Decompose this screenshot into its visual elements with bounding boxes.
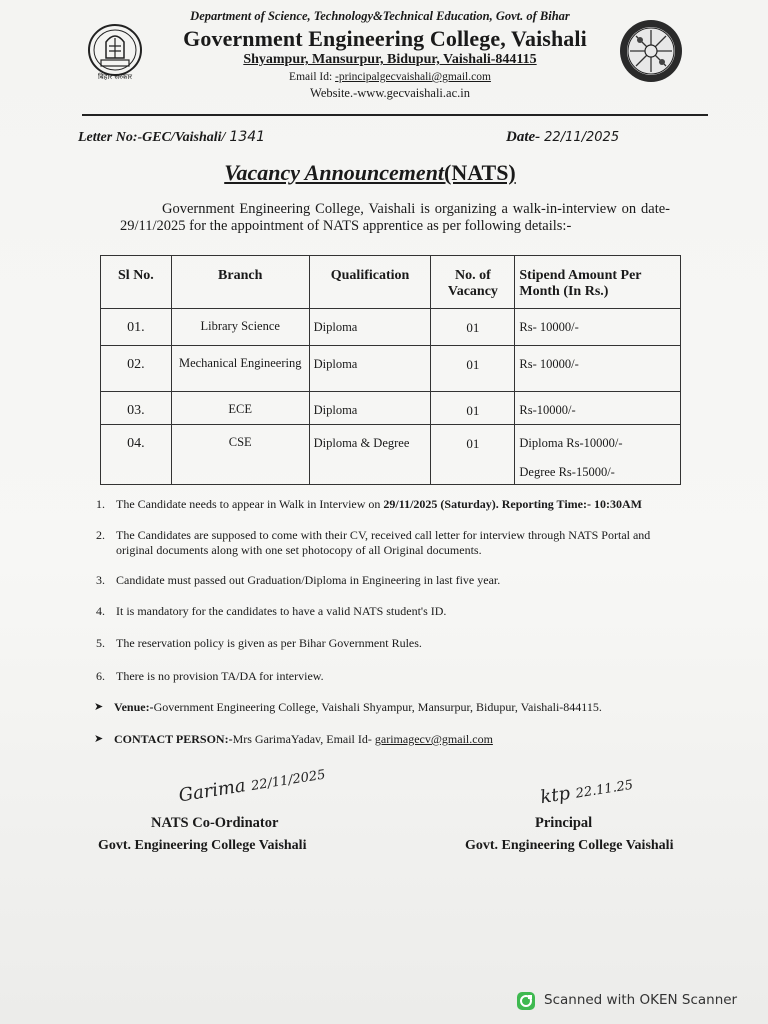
- cell-qualification: Diploma: [309, 346, 431, 392]
- department-line: Department of Science, Technology&Technical Education, Govt. of Bihar: [190, 9, 570, 23]
- left-signatory-title: NATS Co-Ordinator: [151, 815, 279, 831]
- letter-date-value: 22/11/2025: [544, 130, 620, 145]
- venue-line: [94, 700, 694, 715]
- condition-text-main: The Candidate needs to appear in Walk in Interview on: [116, 497, 384, 511]
- scanner-watermark: [516, 990, 766, 1012]
- venue-value: Government Engineering College, Vaishali Shyampur, Mansurpur, Bidupur, Vaishali-844115.: [153, 700, 602, 714]
- cell-sl: 02.: [101, 346, 172, 392]
- cell-vacancy: 01: [431, 425, 515, 485]
- table-row: [101, 425, 681, 485]
- announcement-title-main: Vacancy Announcement: [224, 160, 445, 185]
- scanner-logo-icon: [516, 991, 536, 1011]
- header-stipend: Stipend Amount Per Month (In Rs.): [515, 256, 681, 309]
- condition-text: It is mandatory for the candidates to have a valid NATS student's ID.: [116, 604, 447, 618]
- right-signatory-org: Govt. Engineering College Vaishali: [465, 838, 674, 853]
- cell-qualification: Diploma: [309, 392, 431, 425]
- cell-qualification: Diploma & Degree: [309, 425, 431, 485]
- condition-text: Candidate must passed out Graduation/Diploma in Engineering in last five year.: [116, 573, 501, 587]
- announcement-title-suffix: (NATS): [444, 160, 516, 185]
- letter-number-label: Letter No:-GEC/Vaishali/: [78, 130, 226, 145]
- arrow-bullet-icon: ➤: [94, 700, 104, 713]
- contact-label: CONTACT PERSON:-: [114, 732, 233, 746]
- cell-vacancy: 01: [431, 392, 515, 425]
- header-branch: Branch: [171, 256, 309, 309]
- announcement-title: [190, 160, 550, 186]
- left-signatory-org: Govt. Engineering College Vaishali: [98, 838, 307, 853]
- left-signature-name: Garima: [177, 775, 248, 807]
- condition-number: 6.: [96, 669, 105, 683]
- letter-date-label: Date-: [506, 129, 541, 145]
- cell-stipend: Rs- 10000/-: [515, 346, 681, 392]
- cell-sl: 01.: [101, 309, 172, 346]
- table-row: [101, 392, 681, 425]
- condition-number: 3.: [96, 573, 105, 587]
- college-name: Government Engineering College, Vaishali: [183, 26, 587, 51]
- emblem-caption: बिहार सरकार: [97, 73, 133, 81]
- cell-qualification: Diploma: [309, 309, 431, 346]
- scanner-text: Scanned with OKEN Scanner: [544, 992, 738, 1008]
- website-line: Website.-www.gecvaishali.ac.in: [310, 86, 470, 100]
- cell-branch: Mechanical Engineering: [171, 346, 309, 392]
- cell-vacancy: 01: [431, 309, 515, 346]
- header-vacancy: No. of Vacancy: [431, 256, 515, 309]
- cell-branch: ECE: [171, 392, 309, 425]
- letter-number-value: 1341: [229, 129, 266, 145]
- right-signature-date: 22.11.25: [574, 777, 635, 802]
- cell-stipend: Rs-10000/-: [515, 392, 681, 425]
- venue-text: [114, 700, 694, 715]
- condition-item: [96, 669, 686, 684]
- email-line: [190, 71, 590, 83]
- header-sl-no: Sl No.: [101, 256, 172, 309]
- header-qualification: Qualification: [309, 256, 431, 309]
- cell-branch: Library Science: [171, 309, 309, 346]
- left-signature: [177, 763, 326, 807]
- condition-number: 4.: [96, 604, 105, 618]
- letter-number: [78, 129, 265, 146]
- arrow-bullet-icon: ➤: [94, 732, 104, 745]
- email-value: -principalgecvaishali@gmail.com: [335, 71, 491, 83]
- condition-item: [96, 604, 686, 619]
- condition-text: The Candidates are supposed to come with their CV, received call letter for interview through NATS Portal and original documents along with one set photocopy of all Original documents.: [116, 528, 651, 557]
- condition-text: There is no provision TA/DA for interview.: [116, 669, 324, 683]
- cell-vacancy: 01: [431, 346, 515, 392]
- left-signature-date: 22/11/2025: [250, 767, 327, 795]
- condition-text-bold: 29/11/2025 (Saturday). Reporting Time:- 10:30AM: [383, 497, 642, 511]
- condition-text: [116, 497, 686, 512]
- stipend-degree: Degree Rs-15000/-: [519, 465, 615, 479]
- condition-text: The reservation policy is given as per Bihar Government Rules.: [116, 636, 422, 650]
- cell-sl: 04.: [101, 425, 172, 485]
- condition-number: 5.: [96, 636, 105, 650]
- cell-stipend: Rs- 10000/-: [515, 309, 681, 346]
- table-row: [101, 309, 681, 346]
- cell-branch: CSE: [171, 425, 309, 485]
- table-row: [101, 346, 681, 392]
- condition-item: [96, 497, 686, 512]
- condition-item: [96, 573, 686, 588]
- college-seal-icon: [618, 18, 684, 84]
- condition-number: 2.: [96, 528, 105, 542]
- letter-date: [506, 129, 619, 146]
- condition-item: [96, 528, 686, 558]
- vacancy-table: [100, 255, 681, 485]
- contact-email: garimagecv@gmail.com: [374, 732, 493, 746]
- table-header-row: [101, 256, 681, 309]
- cell-stipend: [515, 425, 681, 485]
- email-label: Email Id:: [289, 71, 336, 83]
- right-signature-name: ktp: [538, 782, 572, 809]
- college-address: Shyampur, Mansurpur, Bidupur, Vaishali-844115: [243, 52, 537, 67]
- contact-text: [114, 732, 694, 747]
- right-signatory-title: Principal: [535, 815, 593, 831]
- cell-sl: 03.: [101, 392, 172, 425]
- condition-number: 1.: [96, 497, 105, 511]
- contact-value: Mrs GarimaYadav, Email Id-: [232, 732, 375, 746]
- header-divider: [82, 114, 708, 116]
- intro-paragraph: Government Engineering College, Vaishali is organizing a walk-in-interview on date-29/11/2025 for the appointment of NATS apprentice as per following details:-: [120, 201, 670, 234]
- contact-line: [94, 732, 694, 747]
- right-signature: [539, 773, 634, 808]
- stipend-diploma: Diploma Rs-10000/-: [519, 436, 623, 450]
- venue-label: Venue:-: [114, 700, 154, 714]
- condition-item: [96, 636, 686, 651]
